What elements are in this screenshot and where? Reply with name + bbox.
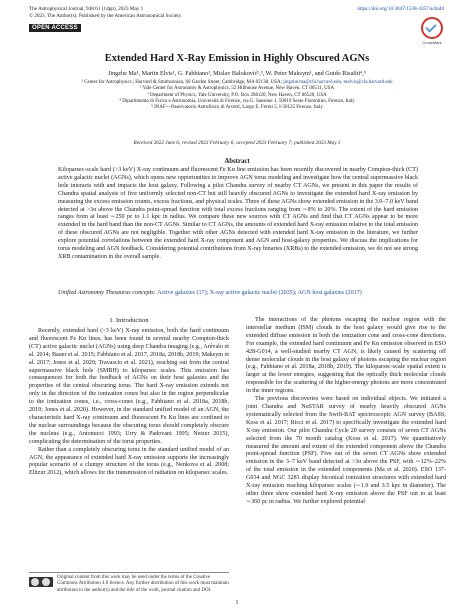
affiliations [40, 80, 434, 111]
affiliation-3: ³ Department of Physics, Yale University, P.O. Box 208120, New Haven, CT 06520, USA [147, 92, 327, 98]
email-links[interactable]: jingzhe.ma@cfa.harvard.edu, melvis@cfa.harvard.edu [283, 80, 393, 85]
paragraph: The previous discoveries were based on individual objects. We initiated a joint Chandra and NuSTAR survey of nearby heavily obscured AGNs systematically selected from the Swift-BAT spectroscopic AGN survey (BASS; Koss et al. 2017; Ricci et al. 2017) to specifically investigate the extended hard X-ray emission. Our pilot Chandra Cycle 20 survey consists of seven CT AGNs selected from the 70 month catalog (Koss et al. 2017). We quantitatively measured the amount and extent of the extended component above the Chandra point-spread function (PSF). Five out of the seven CT AGNs show extended emission in the 3–7 keV band detected at >3σ above the PSF, with ∼12%–22% of the total emission in the extended components (Ma et al. 2020). ESO 137-G034 and NGC 3281 display biconical ionization structures with extended hard X-ray emission reaching kiloparsec scales (∼1.9 and 3.5 kpc in diameter). The other three show extended hard X-ray emission above the PSF out to at least ∼360 pc in radius. We further explored potential [246, 396, 446, 505]
affiliation-4: ⁴ Dipartimento di Fisica e Astronomia, Università di Firenze, via G. Sansone 1, 50019 Sesto Fiorentino, Firenze, Italy [119, 98, 355, 104]
left-column [29, 328, 229, 478]
journal-line: The Astrophysical Journal, 948:61 (14pp), 2023 May 1 [29, 6, 144, 12]
paragraph: Rather than a completely obscuring torus in the standard unified model of an AGN, the appearance of extended hard X-ray emission supports the increasingly popular scenario of a clumpy structure of the torus (e.g., Nenkova et al. 2008; Elitzur 2012), which allows for the transmission of radiation on kiloparsec scales. [29, 446, 229, 477]
uat-links[interactable]: Active galaxies (17); X-ray active galactic nuclei (2035); AGN host galaxies (2017) [157, 290, 362, 296]
page-number: 1 [235, 600, 239, 606]
footnote-divider [29, 572, 229, 573]
right-column [246, 317, 446, 507]
license-text: Original content from this work may be used under the terms of the Creative Commons Attribution 4.0 licence. Any further distribution of this work must maintain attribution to the author(s) and the title of the work, journal citation and DOI. [57, 575, 229, 593]
abstract-text: Kiloparsec-scale hard (>3 keV) X-ray continuum and fluorescent Fe Kα line emission has been recently discovered in nearby Compton-thick (CT) active galactic nuclei (AGNs), which opens new opportunities to improve AGN torus modeling and investigate how the central supermassive black hole interacts with and impacts the host galaxy. Following a pilot Chandra survey of nearby CT AGNs, we present in this paper the results of Chandra spatial analysis of five uniformly selected non-CT but still heavily obscured AGNs to investigate the extended hard X-ray emission by measuring the excess emission counts, excess fractions, and physical scales. Three of these AGNs show extended emission in the 3.0–7.0 keV band detected at >3σ above the Chandra point-spread function with total excess fractions ranging from ∼8% to 20%. The extent of the hard emission ranges from at least ∼250 pc to 1.1 kpc in radius. We compare these new sources with CT AGNs and find that CT AGNs appear to be more extended in the hard band than the non-CT AGNs. Similar to CT AGNs, the amounts of extended hard X-ray emission relative to the total emission of these obscured AGNs are not negligible. Together with other AGNs detected with extended hard X-ray emission in the literature, we further explore potential correlations between the extended hard X-ray component and AGN and host-galaxy properties. We discuss the implications for torus modeling and AGN feedback. Considering potential contributions from X-ray binaries (XRBs) to the extended emission, we do not see strong XRB contamination in the overall sample. [58, 167, 418, 260]
paragraph: Recently, extended hard (>3 keV) X-ray emission, both the hard continuum and fluorescent Fe Kα lines, has been found in several nearby Compton-thick (CT) active galactic nuclei (AGNs) using deep Chandra imaging (e.g., Arévalo et al. 2014; Bauer et al. 2015; Fabbiano et al. 2017, 2018a, 2018b, 2019; Maksym et al. 2017; Jones et al. 2020; Travascio et al. 2021), reaching out from the central supermassive black hole (SMBH) to kiloparsec scales. This emission has consequences for both the feedback of AGNs on their host galaxies and the properties of the central obscuring torus. The hard X-ray emission extends not only in the direction of the ionization cones but also in the region perpendicular to the ionization cones, i.e., cross-cones (e.g., Fabbiano et al. 2018a, 2018b, 2019; Jones et al. 2020). However, in the standard unified model of an AGN, the characteristic hard X-ray continuum and fluorescent Fe Kα lines are confined to the nuclear surroundings because the obscuring torus should completely obscure the nucleus (e.g., Antonucci 1993; Urry & Padovani 1995; Netzer 2015), complicating the determination of the torus properties. [29, 328, 229, 445]
affiliation-2: ² Yale Center for Astronomy & Astrophysics, 52 Hillhouse Avenue, New Haven, CT 06511, USA [139, 86, 335, 92]
uat-concepts [58, 290, 418, 298]
doi-link[interactable]: https://doi.org/10.3847/1538-4357/acbafd [357, 6, 444, 12]
uat-label: Unified Astronomy Thesaurus concepts: [58, 290, 158, 296]
received-dates: Received 2022 June 6; revised 2023 February 6; accepted 2023 February 7; published 2023 May 1 [133, 140, 341, 146]
affiliation-5: ⁵ INAF—Osservatorio Astrofisico di Arcetri, Largo E. Fermi 5, I-50125 Firenze, Italy [151, 105, 323, 111]
paragraph: The interactions of the photons escaping the nuclear region with the interstellar medium (ISM) clouds in the host galaxy would give rise to the extended diffuse emission in both the ionization cone and cross-cone directions. For example, the extended hard continuum and Fe Kα emission observed in ESO 428-G014, a well-studied nearby CT AGN, is likely caused by scattering off dense molecular clouds in the host galaxy of photons escaping the nuclear region (e.g., Fabbiano et al. 2018a, 2018b, 2019). The kiloparsec-scale spatial extent is larger at the lower energies, suggesting that the optically thick molecular clouds responsible for the scattering of the higher-energy photons are more concentrated in the inner regions. [246, 317, 446, 395]
journal-header [29, 6, 182, 19]
copyright-line: © 2023. The Author(s). Published by the American Astronomical Society. [29, 12, 183, 19]
abstract-heading: Abstract [224, 158, 250, 165]
author-list: Jingzhe Ma¹, Martin Elvis¹, G. Fabbiano¹, Mislav Baloković²,³, W. Peter Maksym¹, and Guido Risaliti⁴,⁵ [107, 70, 367, 77]
crossmark-logo[interactable] [421, 17, 443, 45]
open-access-badge: OPEN ACCESS [29, 24, 81, 32]
cc-by-icon[interactable] [29, 577, 53, 587]
crossmark-label: CrossMark [422, 40, 442, 45]
affiliation-1: ¹ Center for Astrophysics | Harvard & Smithsonian, 60 Garden Street, Cambridge, MA 02138, USA; jingzhe.ma@cfa.harvard.edu, melvis@cfa.harvard.edu [81, 80, 393, 85]
section-heading: 1. Introduction [109, 317, 149, 324]
paper-title: Extended Hard X-Ray Emission in Highly Obscured AGNs [104, 53, 370, 64]
crossmark-icon [421, 17, 443, 39]
